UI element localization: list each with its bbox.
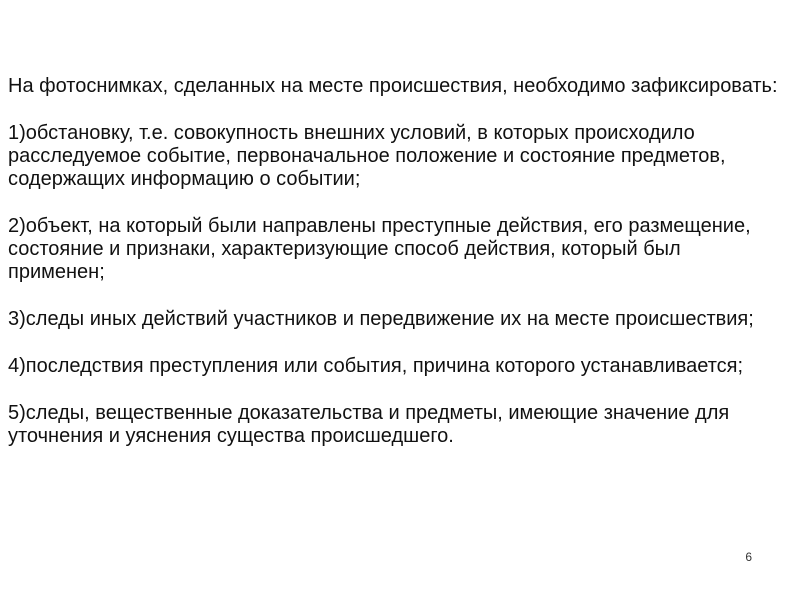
list-item-1: 1)обстановку, т.е. совокупность внешних условий, в которых происходило расследуемое событие, первоначальное положение и состояние предметов, содержащих информацию о событии; bbox=[8, 122, 726, 190]
list-item-2: 2)объект, на который были направлены преступные действия, его размещение, состояние и признаки, характеризующие способ действия, который был применен; bbox=[8, 215, 751, 283]
list-item-5: 5)следы, вещественные доказательства и предметы, имеющие значение для уточнения и уяснения существа происшедшего. bbox=[8, 402, 730, 447]
list-item-3: 3)следы иных действий участников и передвижение их на месте происшествия; bbox=[8, 308, 754, 330]
slide-content bbox=[8, 75, 778, 472]
page-number: 6 bbox=[745, 550, 752, 564]
list-item-4: 4)последствия преступления или события, причина которого устанавливается; bbox=[8, 355, 744, 377]
intro-paragraph: На фотоснимках, сделанных на месте происшествия, необходимо зафиксировать: bbox=[8, 75, 778, 97]
